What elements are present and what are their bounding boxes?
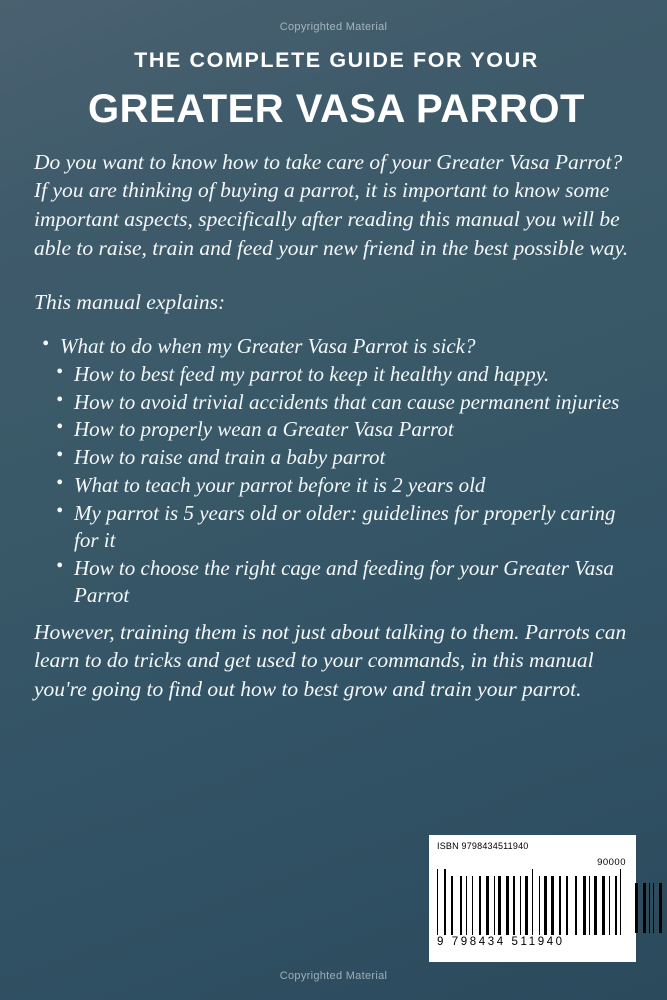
isbn-label: ISBN 9798434511940 bbox=[437, 841, 529, 851]
watermark-bottom: Copyrighted Material bbox=[279, 970, 388, 982]
watermark-top: Copyrighted Material bbox=[279, 21, 388, 33]
barcode-block bbox=[429, 835, 636, 962]
outro-paragraph: However, training them is not just about talking to them. Parrots can learn to do tricks and get used to your commands, in this manual you're going to find out how to best grow and train your parrot. bbox=[34, 619, 627, 701]
cover-content bbox=[34, 48, 639, 703]
intro-paragraph: Do you want to know how to take care of your Greater Vasa Parrot? If you are thinking of buying a parrot, it is important to know some important aspects, specifically after reading this manual you will be able to raise, train and feed your new friend in the best possible way. bbox=[34, 149, 629, 260]
list-item: • What to do when my Greater Vasa Parrot is sick? bbox=[34, 333, 639, 360]
explains-heading: This manual explains: bbox=[34, 290, 226, 315]
list-item: • My parrot is 5 years old or older: guidelines for properly caring for it bbox=[34, 500, 639, 554]
list-item: • How to best feed my parrot to keep it healthy and happy. bbox=[34, 361, 639, 388]
barcode-digits: 9 798434 511940 bbox=[437, 936, 565, 948]
list-item: • How to avoid trivial accidents that can cause permanent injuries bbox=[34, 389, 639, 416]
feature-list bbox=[34, 333, 639, 609]
list-item: • What to teach your parrot before it is 2 years old bbox=[34, 472, 639, 499]
list-item: • How to properly wean a Greater Vasa Parrot bbox=[34, 416, 639, 443]
barcode-bars bbox=[437, 869, 628, 935]
list-item: • How to choose the right cage and feeding for your Greater Vasa Parrot bbox=[34, 555, 639, 609]
cover-kicker: THE COMPLETE GUIDE FOR YOUR bbox=[134, 48, 539, 72]
page-title: GREATER VASA PARROT bbox=[88, 86, 585, 131]
price-code: 90000 bbox=[597, 857, 626, 868]
list-item: • How to raise and train a baby parrot bbox=[34, 444, 639, 471]
